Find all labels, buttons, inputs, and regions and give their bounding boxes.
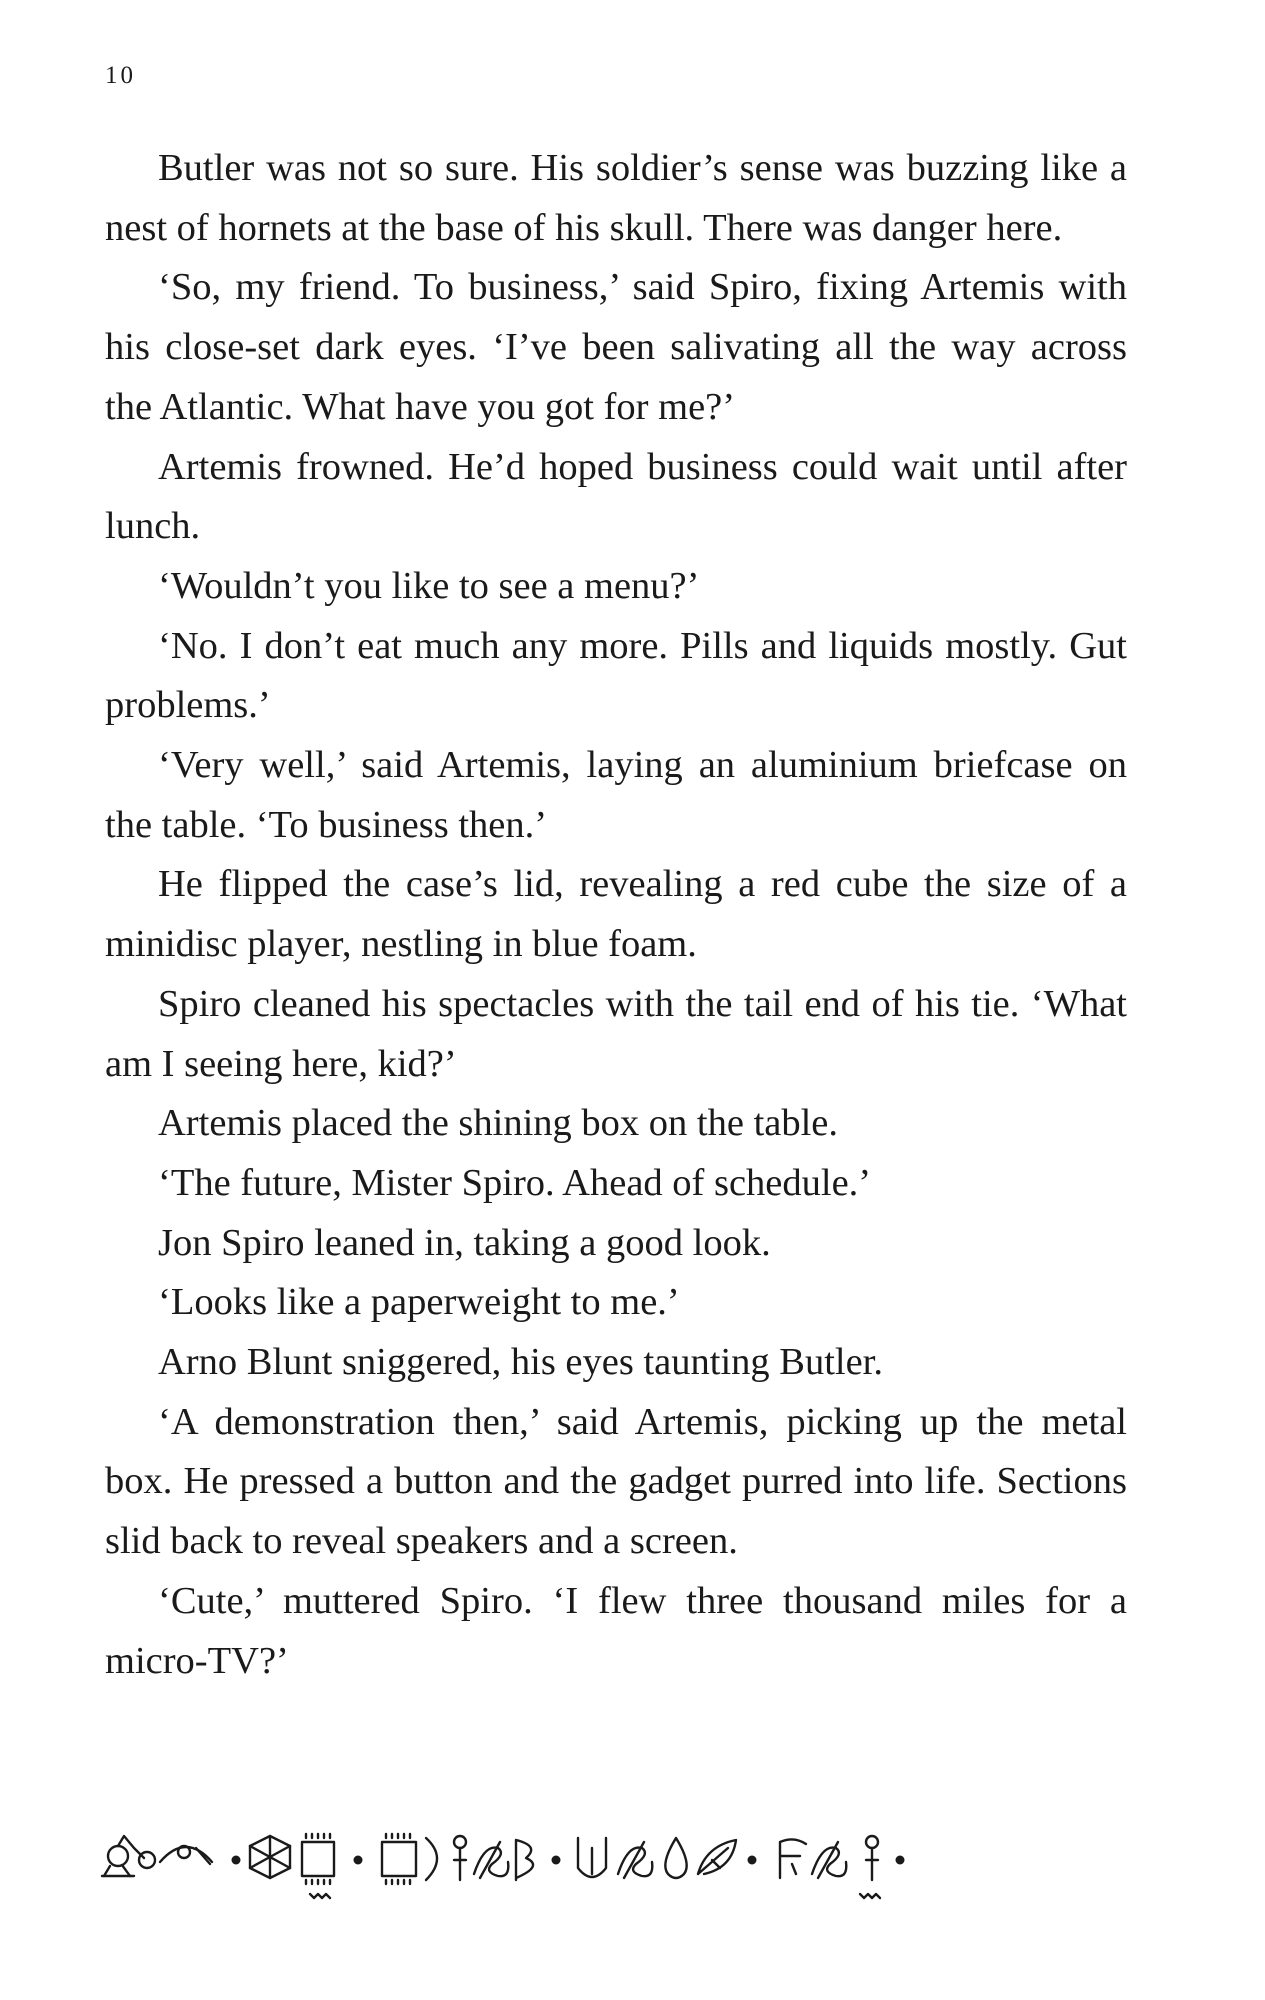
paragraph: ‘Wouldn’t you like to see a menu?’	[158, 564, 700, 607]
gnommish-glyph-strip-icon	[100, 1808, 1135, 1908]
glyph-u-rune-icon	[578, 1838, 606, 1877]
paragraph: Arno Blunt sniggered, his eyes taunting Butler.	[158, 1341, 883, 1384]
glyph-leaf-icon	[698, 1840, 736, 1874]
paragraph: ‘The future, Mister Spiro. Ahead of schedule.’	[158, 1161, 872, 1204]
paragraph: ‘Cute,’ muttered Spiro. ‘I flew three thousand miles for a micro-TV?’	[105, 1579, 1127, 1682]
glyph-keyhole-icon	[860, 1836, 880, 1898]
glyph-eye-icon	[160, 1846, 212, 1864]
paragraph: ‘Looks like a paperweight to me.’	[158, 1281, 680, 1324]
glyph-knot-icon	[474, 1842, 508, 1878]
glyph-crescent-icon	[426, 1838, 437, 1880]
paragraph: He flipped the case’s lid, revealing a red cube the size of a minidisc player, nestling in blue foam.	[105, 863, 1127, 966]
glyph-keyhole-icon	[454, 1836, 466, 1880]
paragraph: ‘So, my friend. To business,’ said Spiro, fixing Artemis with his close-set dark eyes. ‘I’ve been salivating all the way across the Atlantic. What have you got for me?’	[105, 266, 1127, 428]
glyph-hexagon-icon	[250, 1836, 290, 1878]
paragraph: ‘A demonstration then,’ said Artemis, picking up the metal box. He pressed a button and the gadget purred into life. Sections slid back to reveal speakers and a screen.	[105, 1400, 1127, 1563]
glyph-b-rune-icon	[516, 1840, 533, 1880]
paragraph: ‘No. I don’t eat much any more. Pills and liquids mostly. Gut problems.’	[105, 624, 1127, 727]
glyph-bird-icon	[102, 1836, 155, 1876]
paragraph: Spiro cleaned his spectacles with the tail end of his tie. ‘What am I seeing here, kid?’	[105, 982, 1127, 1085]
glyph-chip-icon	[302, 1834, 334, 1898]
glyph-chip-icon	[382, 1834, 416, 1884]
glyph-flag-icon	[780, 1839, 806, 1878]
paragraph: Artemis placed the shining box on the table.	[158, 1102, 839, 1145]
paragraph: Jon Spiro leaned in, taking a good look.	[158, 1221, 771, 1264]
paragraph: Artemis frowned. He’d hoped business could wait until after lunch.	[105, 445, 1127, 548]
body-text	[105, 139, 1127, 1691]
glyph-knot-icon	[618, 1842, 652, 1878]
paragraph: ‘Very well,’ said Artemis, laying an aluminium briefcase on the table. ‘To business then.’	[105, 744, 1127, 846]
page-number: 10	[105, 62, 136, 89]
paragraph: Butler was not so sure. His soldier’s sense was buzzing like a nest of hornets at the base of his skull. There was danger here.	[105, 147, 1127, 249]
glyph-drop-icon	[665, 1838, 686, 1878]
glyph-knot-icon	[812, 1842, 846, 1878]
